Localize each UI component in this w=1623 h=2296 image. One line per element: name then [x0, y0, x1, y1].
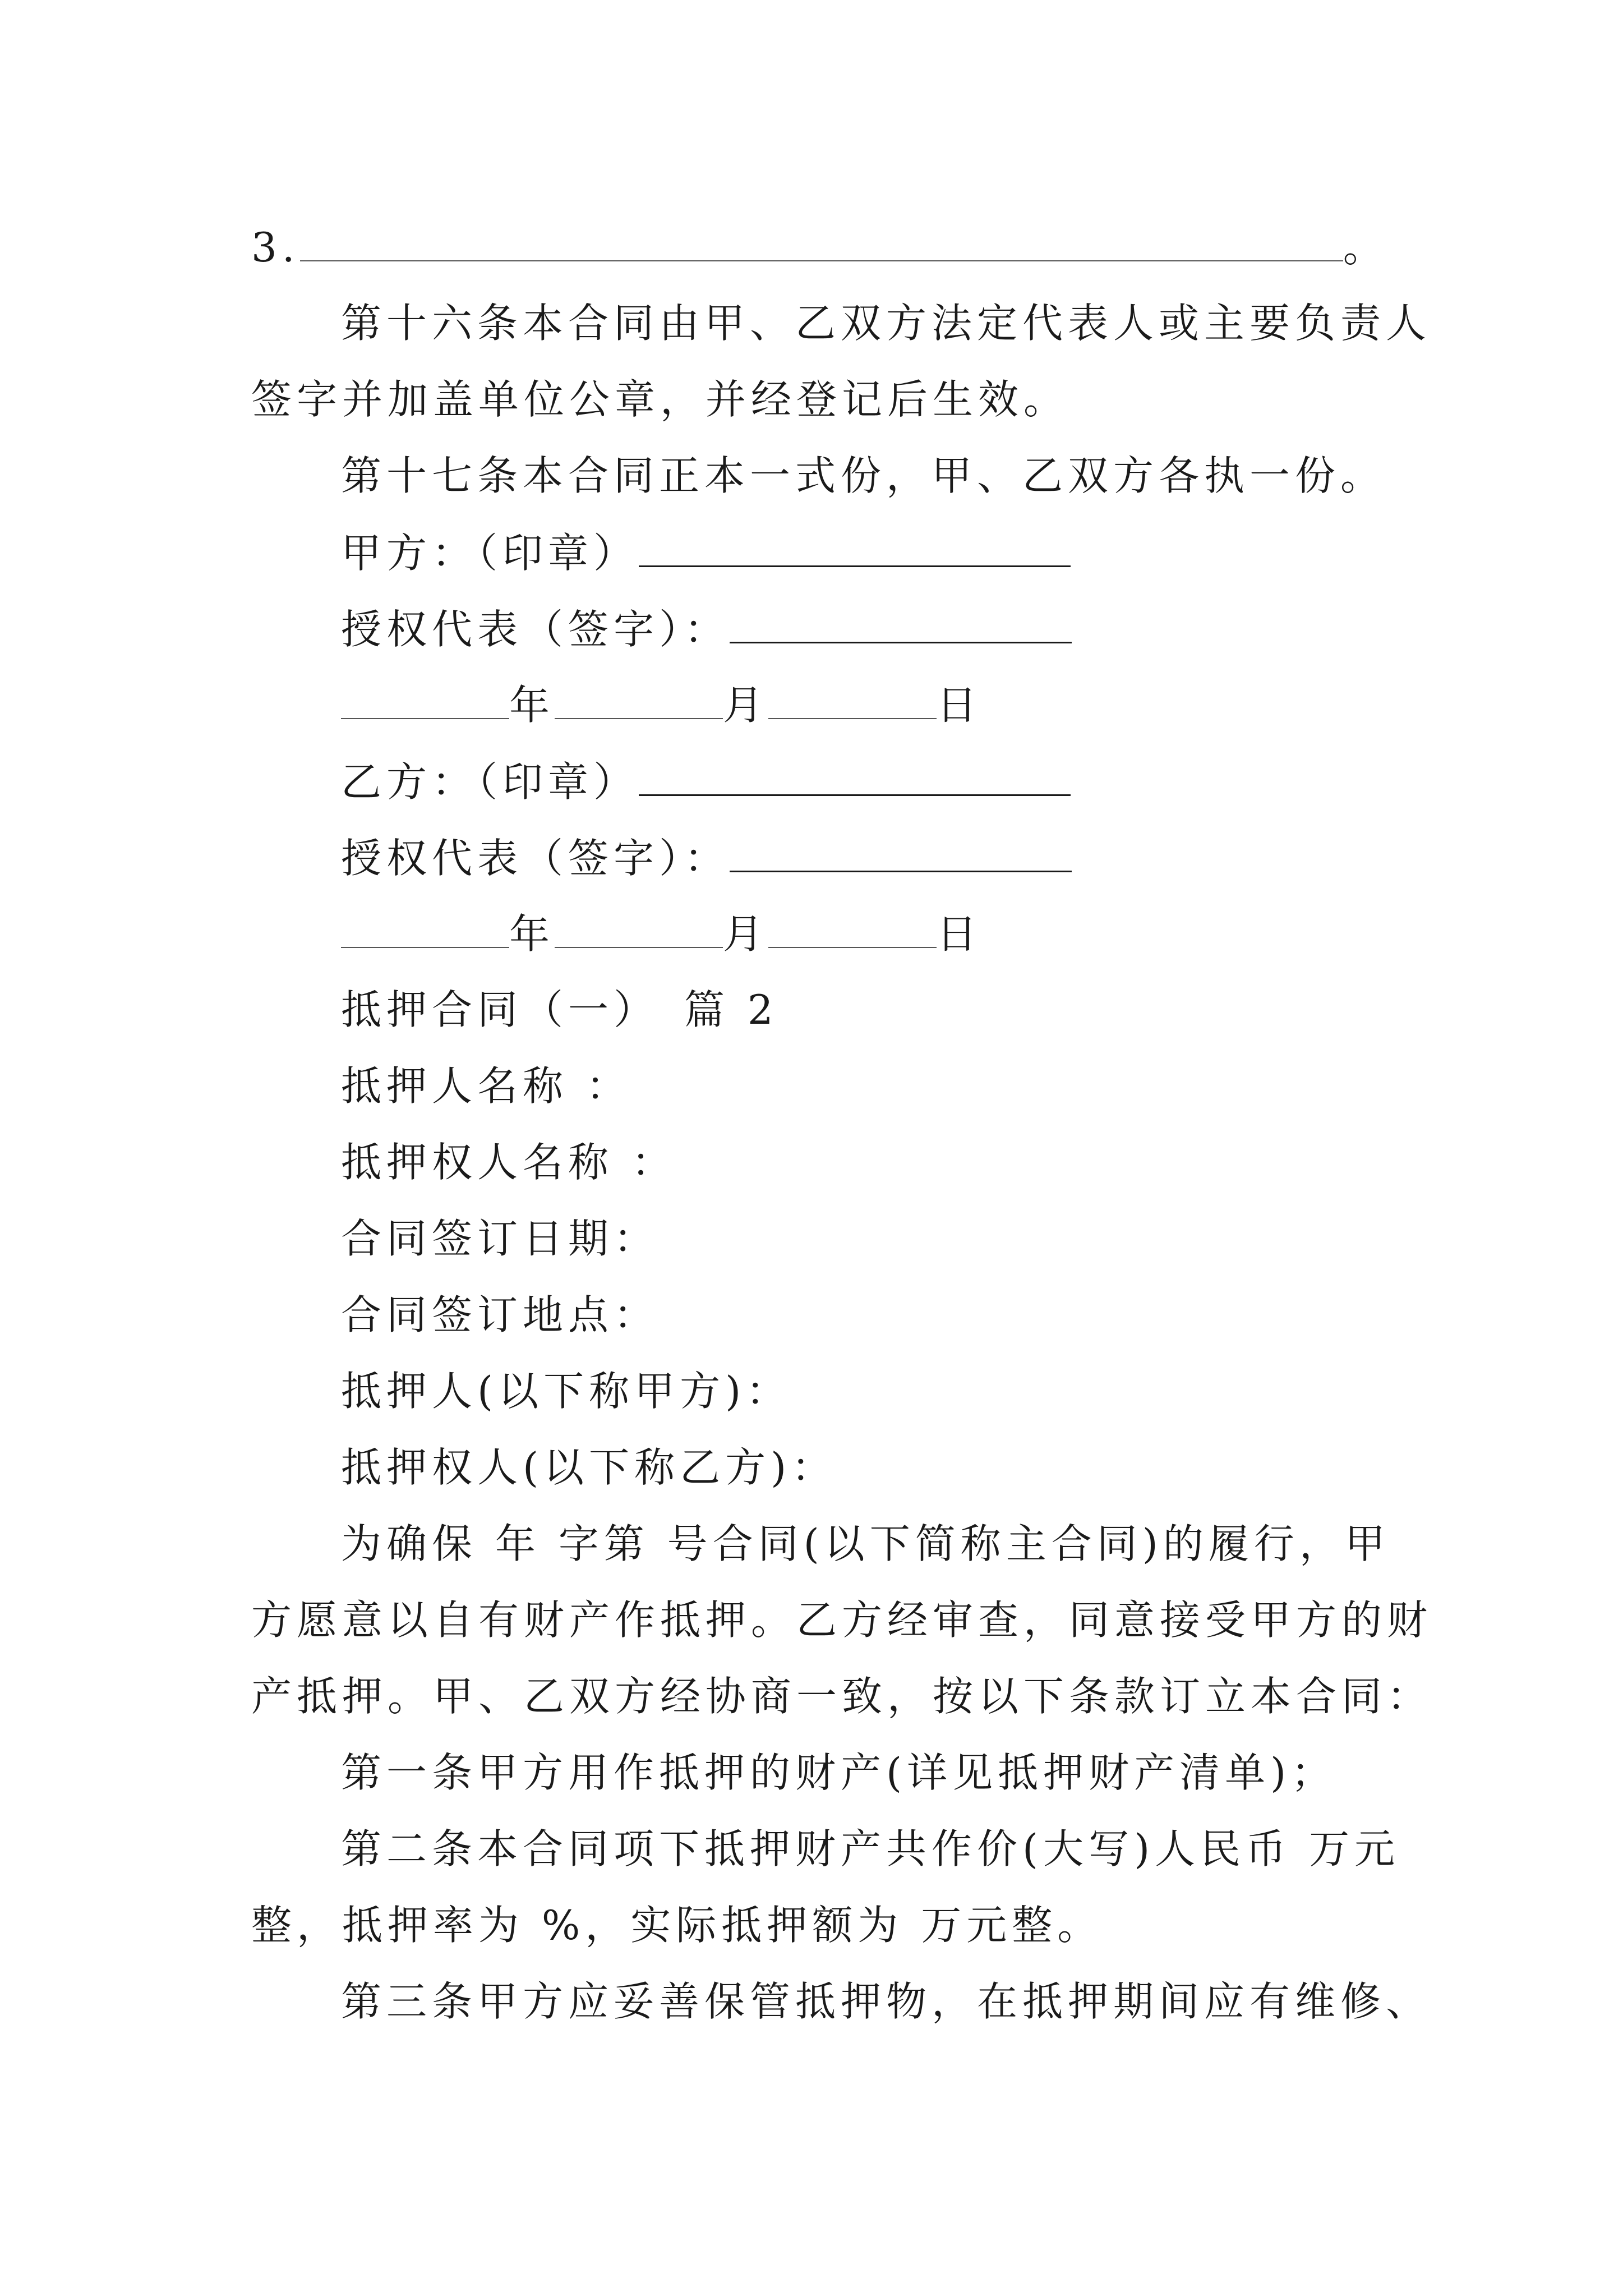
- party-b-day-blank: [768, 907, 937, 948]
- party-b-seal-label: 乙方：（印章）: [341, 758, 639, 806]
- mortgagor-party: 抵押人(以下称甲方)：: [341, 1368, 792, 1415]
- party-a-date-line: [341, 678, 982, 731]
- party-a-year: 年: [509, 682, 555, 729]
- mortgagee-party: 抵押权人(以下称乙方)：: [341, 1444, 837, 1491]
- party-a-seal-label: 甲方：（印章）: [341, 530, 639, 577]
- intro-line-3: 产抵押。甲、乙双方经协商一致，按以下条款订立本合同：: [251, 1673, 1433, 1720]
- article-2-line-2: 整，抵押率为 %，实际抵押额为 万元整。: [251, 1902, 1103, 1949]
- party-a-rep-line: [341, 601, 1072, 655]
- party-b-year-blank: [341, 907, 509, 948]
- party-a-seal-line: [341, 525, 1071, 579]
- article-2-line-1: 第二条本合同项下抵押财产共作价(大写)人民币 万元: [341, 1825, 1400, 1872]
- sign-place: 合同签订地点：: [341, 1291, 660, 1338]
- party-b-day: 日: [937, 910, 983, 958]
- party-a-month: 月: [723, 682, 769, 729]
- party-b-month: 月: [723, 910, 769, 958]
- party-a-day: 日: [937, 682, 983, 729]
- clause-3-number: 3.: [251, 224, 300, 271]
- intro-line-1: 为确保 年 字第 号合同(以下简称主合同)的履行，甲: [341, 1520, 1390, 1567]
- clause-3-line: [251, 220, 1389, 274]
- clause-3-end: 。: [1343, 224, 1389, 271]
- article-16-line-2: 签字并加盖单位公章，并经登记后生效。: [251, 376, 1069, 423]
- party-a-day-blank: [768, 678, 937, 719]
- party-b-seal-blank: [639, 754, 1071, 796]
- party-a-year-blank: [341, 678, 509, 719]
- party-b-month-blank: [555, 907, 723, 948]
- party-b-rep-label: 授权代表（签字）：: [341, 835, 730, 882]
- party-b-date-line: [341, 907, 982, 960]
- party-a-seal-blank: [639, 525, 1071, 567]
- article-16-line-1: 第十六条本合同由甲、乙双方法定代表人或主要负责人: [341, 300, 1432, 347]
- party-b-rep-line: [341, 830, 1072, 884]
- party-a-rep-blank: [730, 601, 1072, 643]
- clause-3-blank: [300, 220, 1343, 261]
- article-3-line-1: 第三条甲方应妥善保管抵押物，在抵押期间应有维修、: [341, 1978, 1432, 2025]
- intro-line-2: 方愿意以自有财产作抵押。乙方经审查，同意接受甲方的财: [251, 1596, 1433, 1644]
- party-b-rep-blank: [730, 830, 1072, 872]
- section-title: 抵押合同（一） 篇 2: [341, 986, 778, 1033]
- party-b-year: 年: [509, 910, 555, 958]
- sign-date: 合同签订日期：: [341, 1215, 660, 1262]
- party-a-month-blank: [555, 678, 723, 719]
- mortgagor-name: 抵押人名称 ：: [341, 1062, 631, 1110]
- mortgagee-name: 抵押权人名称 ：: [341, 1139, 677, 1186]
- party-a-rep-label: 授权代表（签字）：: [341, 606, 730, 653]
- party-b-seal-line: [341, 754, 1071, 808]
- article-17: 第十七条本合同正本一式份，甲、乙双方各执一份。: [341, 452, 1386, 499]
- article-1: 第一条甲方用作抵押的财产(详见抵押财产清单)；: [341, 1749, 1337, 1796]
